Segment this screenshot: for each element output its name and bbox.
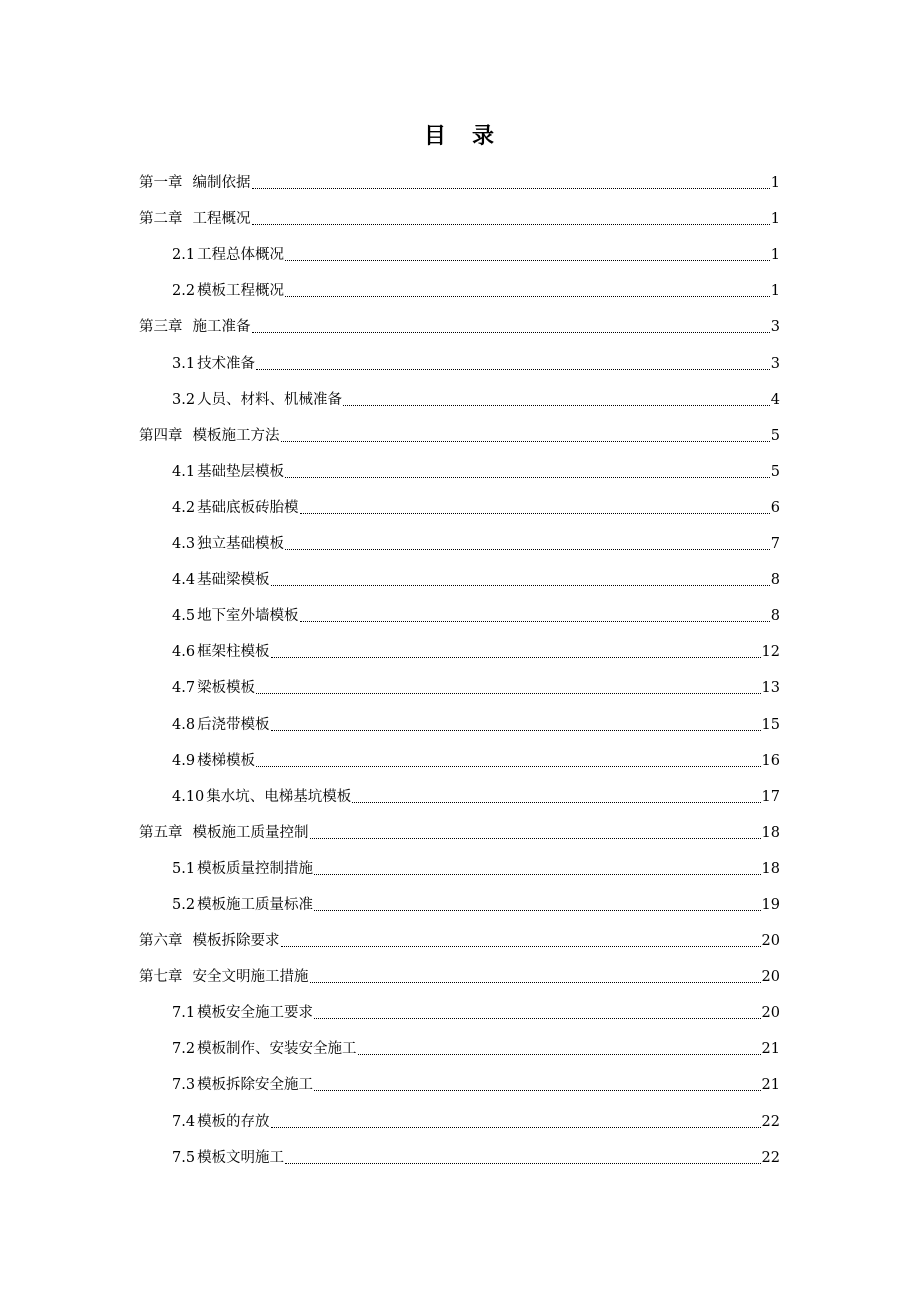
toc-entry-text: 模板质量控制措施 xyxy=(197,860,314,877)
toc-entry-text: 模板拆除安全施工 xyxy=(197,1077,314,1094)
toc-entry-number: 4.10 xyxy=(172,788,205,805)
toc-dot-leader xyxy=(281,946,761,947)
toc-page-number: 20 xyxy=(761,1005,780,1022)
toc-entry-number: 第五章 xyxy=(139,824,183,841)
toc-entry-number: 第四章 xyxy=(139,427,183,444)
toc-entry-text: 集水坑、电梯基坑模板 xyxy=(206,788,352,805)
toc-entry-label xyxy=(172,355,255,373)
toc-entry[interactable] xyxy=(139,451,780,487)
toc-entry-text: 编制依据 xyxy=(192,175,251,192)
toc-entry-label xyxy=(172,499,299,517)
toc-dot-leader xyxy=(300,513,770,514)
toc-page-number: 19 xyxy=(761,896,780,913)
toc-dot-leader xyxy=(285,260,770,261)
toc-entry-text: 模板的存放 xyxy=(197,1113,270,1130)
toc-entry-number: 5.2 xyxy=(172,896,196,913)
toc-page-number: 20 xyxy=(761,933,780,950)
toc-entry-number: 3.1 xyxy=(172,355,196,372)
toc-entry-label xyxy=(172,788,351,806)
toc-page-number: 5 xyxy=(770,463,780,480)
toc-dot-leader xyxy=(314,910,760,911)
toc-title: 目 录 xyxy=(423,123,496,149)
toc-entry-text: 人员、材料、机械准备 xyxy=(197,391,343,408)
toc-entry[interactable] xyxy=(139,487,780,523)
toc-page-number: 22 xyxy=(761,1149,780,1166)
toc-entry-text: 后浇带模板 xyxy=(197,716,270,733)
toc-entry-text: 安全文明施工措施 xyxy=(192,969,309,986)
toc-entry[interactable] xyxy=(139,162,780,198)
toc-entry-number: 第六章 xyxy=(139,933,183,950)
toc-dot-leader xyxy=(271,585,770,586)
toc-dot-leader xyxy=(281,441,770,442)
toc-entry[interactable] xyxy=(139,559,780,595)
toc-entry[interactable] xyxy=(139,198,780,234)
toc-entry-label xyxy=(172,391,342,409)
toc-entry-number: 4.7 xyxy=(172,680,196,697)
toc-entry-label xyxy=(139,427,280,445)
toc-dot-leader xyxy=(310,838,761,839)
toc-entry[interactable] xyxy=(139,956,780,992)
toc-entry-label xyxy=(172,1113,270,1131)
toc-entry-number: 4.8 xyxy=(172,716,196,733)
toc-entry-number: 7.4 xyxy=(172,1113,196,1130)
toc-entry[interactable] xyxy=(139,270,780,306)
toc-entry-number: 2.2 xyxy=(172,283,196,300)
toc-page-number: 7 xyxy=(770,536,780,553)
toc-entry-text: 技术准备 xyxy=(197,355,256,372)
toc-entry-number: 4.5 xyxy=(172,608,196,625)
toc-entry-label xyxy=(172,571,270,589)
toc-entry-number: 4.3 xyxy=(172,536,196,553)
toc-page-number: 1 xyxy=(770,175,780,192)
toc-page-number: 1 xyxy=(770,247,780,264)
toc-entry-label xyxy=(172,1149,284,1167)
toc-entry-number: 4.4 xyxy=(172,572,196,589)
toc-page-number: 20 xyxy=(761,969,780,986)
toc-entry[interactable] xyxy=(139,776,780,812)
toc-page-number: 5 xyxy=(770,427,780,444)
toc-entry-number: 5.1 xyxy=(172,860,196,877)
toc-entry-label xyxy=(172,752,255,770)
toc-page-number: 21 xyxy=(761,1041,780,1058)
toc-entry[interactable] xyxy=(139,1137,780,1173)
toc-page-number: 15 xyxy=(761,716,780,733)
toc-dot-leader xyxy=(252,332,770,333)
toc-dot-leader xyxy=(256,369,770,370)
toc-dot-leader xyxy=(285,296,770,297)
toc-dot-leader xyxy=(256,693,760,694)
toc-list xyxy=(139,162,780,1173)
toc-dot-leader xyxy=(358,1054,761,1055)
toc-entry-number: 4.9 xyxy=(172,752,196,769)
toc-dot-leader xyxy=(314,874,760,875)
toc-page-number: 16 xyxy=(761,752,780,769)
toc-entry-text: 模板文明施工 xyxy=(197,1149,285,1166)
toc-entry-text: 工程概况 xyxy=(192,211,251,228)
toc-dot-leader xyxy=(352,802,760,803)
toc-entry[interactable] xyxy=(139,667,780,703)
toc-entry-label xyxy=(172,896,313,914)
toc-dot-leader xyxy=(314,1018,760,1019)
toc-entry-label xyxy=(139,824,309,842)
toc-entry-text: 模板拆除要求 xyxy=(192,933,280,950)
toc-page-number: 8 xyxy=(770,572,780,589)
toc-entry-label xyxy=(172,282,284,300)
toc-page-number: 3 xyxy=(770,355,780,372)
toc-entry[interactable] xyxy=(139,740,780,776)
toc-entry[interactable] xyxy=(139,1064,780,1100)
toc-page-number: 8 xyxy=(770,608,780,625)
toc-entry[interactable] xyxy=(139,1100,780,1136)
toc-page-number: 18 xyxy=(761,860,780,877)
toc-dot-leader xyxy=(285,549,770,550)
toc-entry-label xyxy=(139,210,251,228)
toc-dot-leader xyxy=(310,982,761,983)
toc-entry[interactable] xyxy=(139,848,780,884)
toc-page-number: 13 xyxy=(761,680,780,697)
toc-dot-leader xyxy=(285,477,770,478)
toc-entry-text: 模板施工方法 xyxy=(192,427,280,444)
toc-entry[interactable] xyxy=(139,631,780,667)
toc-entry-label xyxy=(172,1004,313,1022)
toc-dot-leader xyxy=(252,188,770,189)
toc-entry[interactable] xyxy=(139,992,780,1028)
toc-entry-text: 独立基础模板 xyxy=(197,536,285,553)
toc-entry-text: 模板施工质量标准 xyxy=(197,896,314,913)
toc-entry-label xyxy=(139,174,251,192)
toc-entry-label xyxy=(172,535,284,553)
toc-entry-text: 模板安全施工要求 xyxy=(197,1005,314,1022)
toc-entry[interactable] xyxy=(139,1028,780,1064)
toc-entry[interactable] xyxy=(139,234,780,270)
toc-entry-number: 7.3 xyxy=(172,1077,196,1094)
toc-entry[interactable] xyxy=(139,342,780,378)
toc-entry-label xyxy=(172,1040,357,1058)
toc-page-number: 17 xyxy=(761,788,780,805)
toc-entry-number: 3.2 xyxy=(172,391,196,408)
toc-entry-text: 地下室外墙模板 xyxy=(197,608,299,625)
toc-page-number: 1 xyxy=(770,283,780,300)
toc-dot-leader xyxy=(300,621,770,622)
toc-entry-text: 模板工程概况 xyxy=(197,283,285,300)
toc-entry[interactable] xyxy=(139,920,780,956)
toc-entry-label xyxy=(139,318,251,336)
toc-entry[interactable] xyxy=(139,703,780,739)
toc-entry-number: 第一章 xyxy=(139,175,183,192)
toc-dot-leader xyxy=(271,657,761,658)
toc-entry-label xyxy=(139,968,309,986)
toc-entry-text: 基础底板砖胎模 xyxy=(197,499,299,516)
toc-entry-number: 第二章 xyxy=(139,211,183,228)
toc-entry-label xyxy=(172,860,313,878)
toc-entry-text: 框架柱模板 xyxy=(197,644,270,661)
toc-entry-number: 第七章 xyxy=(139,969,183,986)
toc-dot-leader xyxy=(271,730,761,731)
toc-page-number: 4 xyxy=(770,391,780,408)
toc-entry-text: 基础梁模板 xyxy=(197,572,270,589)
toc-entry-label xyxy=(172,1076,313,1094)
toc-dot-leader xyxy=(271,1127,761,1128)
toc-dot-leader xyxy=(314,1090,760,1091)
toc-entry-text: 基础垫层模板 xyxy=(197,463,285,480)
toc-entry-label xyxy=(139,932,280,950)
toc-entry[interactable] xyxy=(139,415,780,451)
toc-dot-leader xyxy=(256,766,760,767)
toc-entry[interactable] xyxy=(139,379,780,415)
toc-entry-label xyxy=(172,607,299,625)
toc-page-number: 1 xyxy=(770,211,780,228)
toc-entry-number: 4.2 xyxy=(172,499,196,516)
toc-dot-leader xyxy=(343,405,770,406)
toc-dot-leader xyxy=(285,1163,760,1164)
toc-page-number: 12 xyxy=(761,644,780,661)
toc-entry-label xyxy=(172,246,284,264)
toc-dot-leader xyxy=(252,224,770,225)
toc-entry-text: 模板制作、安装安全施工 xyxy=(197,1041,357,1058)
toc-entry-number: 4.1 xyxy=(172,463,196,480)
toc-entry-label xyxy=(172,463,284,481)
toc-entry[interactable] xyxy=(139,812,780,848)
toc-page-number: 21 xyxy=(761,1077,780,1094)
toc-entry-text: 工程总体概况 xyxy=(197,247,285,264)
toc-entry-number: 7.5 xyxy=(172,1149,196,1166)
toc-entry-text: 楼梯模板 xyxy=(197,752,256,769)
toc-page-number: 22 xyxy=(761,1113,780,1130)
toc-page-number: 3 xyxy=(770,319,780,336)
toc-entry-label xyxy=(172,643,270,661)
toc-entry[interactable] xyxy=(139,306,780,342)
toc-entry-number: 7.1 xyxy=(172,1005,196,1022)
toc-entry-label xyxy=(172,679,255,697)
toc-entry-number: 7.2 xyxy=(172,1041,196,1058)
toc-entry-text: 梁板模板 xyxy=(197,680,256,697)
toc-entry-number: 2.1 xyxy=(172,247,196,264)
toc-page-number: 18 xyxy=(761,824,780,841)
toc-entry-number: 4.6 xyxy=(172,644,196,661)
toc-entry-text: 模板施工质量控制 xyxy=(192,824,309,841)
toc-entry-text: 施工准备 xyxy=(192,319,251,336)
toc-entry[interactable] xyxy=(139,884,780,920)
toc-entry-label xyxy=(172,716,270,734)
toc-entry[interactable] xyxy=(139,595,780,631)
toc-page-number: 6 xyxy=(770,499,780,516)
toc-entry-number: 第三章 xyxy=(139,319,183,336)
toc-entry[interactable] xyxy=(139,523,780,559)
